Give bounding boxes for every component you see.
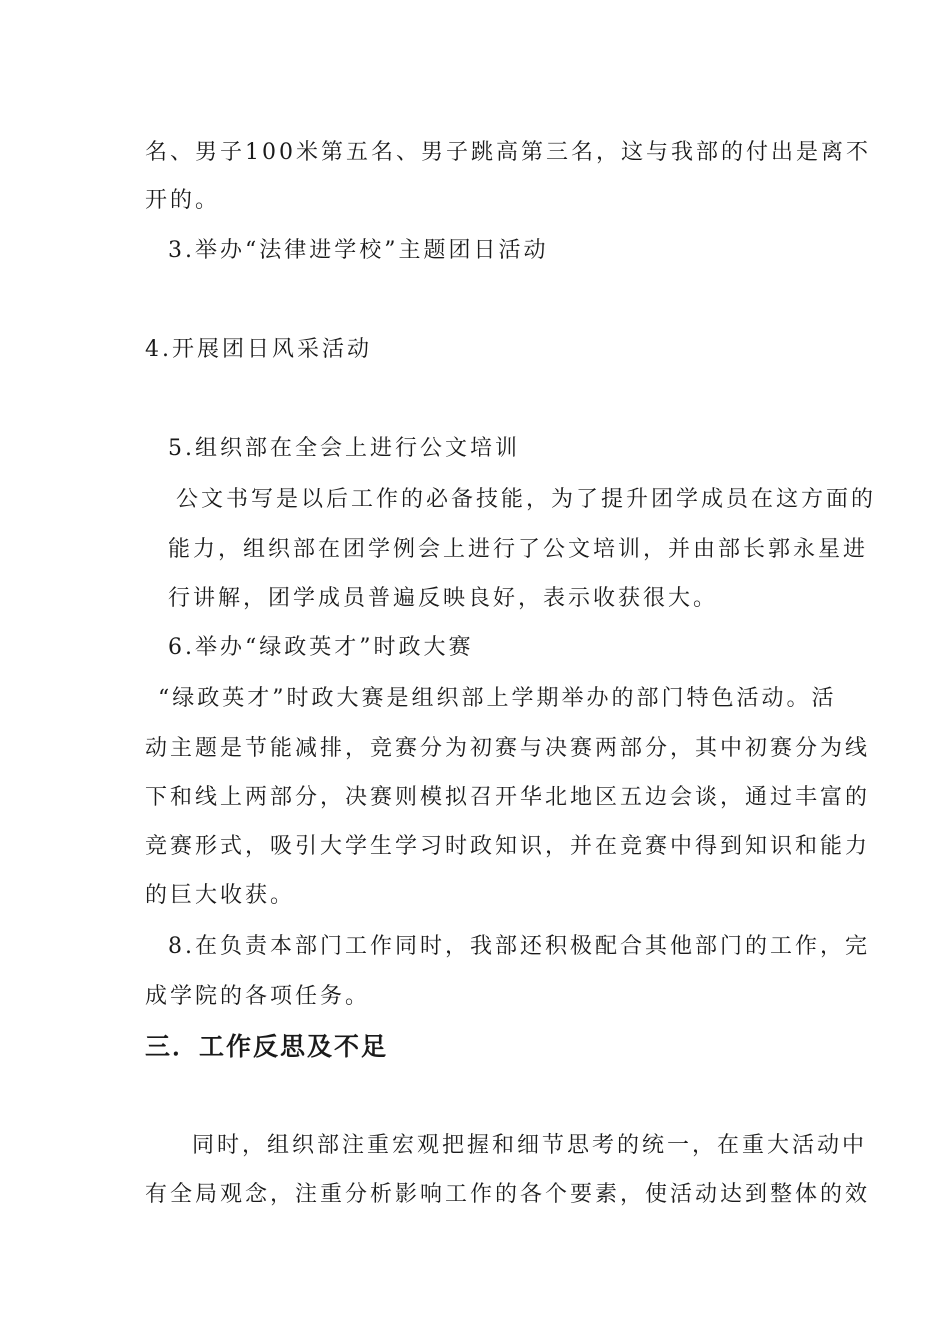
- paragraph-line: 成学院的各项任务。: [145, 984, 371, 1009]
- paragraph-line: 同时，组织部注重宏观把握和细节思考的统一，在重大活动中: [192, 1133, 868, 1158]
- paragraph-line: 行讲解，团学成员普遍反映良好，表示收获很大。: [168, 586, 719, 611]
- paragraph-line: 有全局观念，注重分析影响工作的各个要素，使活动达到整体的效: [145, 1182, 871, 1207]
- paragraph-line: 能力，组织部在团学例会上进行了公文培训，并由部长郭永星进: [168, 537, 869, 562]
- paragraph-line: 竞赛形式，吸引大学生学习时政知识，并在竞赛中得到知识和能力: [145, 834, 871, 859]
- list-item-3: 3.举办“法律进学校”主题团日活动: [168, 238, 549, 263]
- paragraph-line: “绿政英才”时政大赛是组织部上学期举办的部门特色活动。活: [158, 686, 837, 711]
- paragraph-line: 动主题是节能减排，竞赛分为初赛与决赛两部分，其中初赛分为线: [145, 736, 871, 761]
- paragraph-line: 公文书写是以后工作的必备技能，为了提升团学成员在这方面的: [176, 487, 877, 512]
- paragraph-line: 开的。: [145, 188, 221, 213]
- section-heading: 三．工作反思及不足: [145, 1032, 389, 1061]
- list-item-6-title: 6.举办“绿政英才”时政大赛: [168, 635, 474, 660]
- paragraph-line: 的巨大收获。: [145, 883, 296, 908]
- list-item-4: 4.开展团日风采活动: [145, 337, 372, 362]
- paragraph-line: 名、男子100米第五名、男子跳高第三名，这与我部的付出是离不: [145, 140, 871, 165]
- list-item-5-title: 5.组织部在全会上进行公文培训: [168, 436, 520, 461]
- paragraph-line: 下和线上两部分，决赛则模拟召开华北地区五边会谈，通过丰富的: [145, 785, 871, 810]
- list-item-8: 8.在负责本部门工作同时，我部还积极配合其他部门的工作，完: [168, 934, 870, 959]
